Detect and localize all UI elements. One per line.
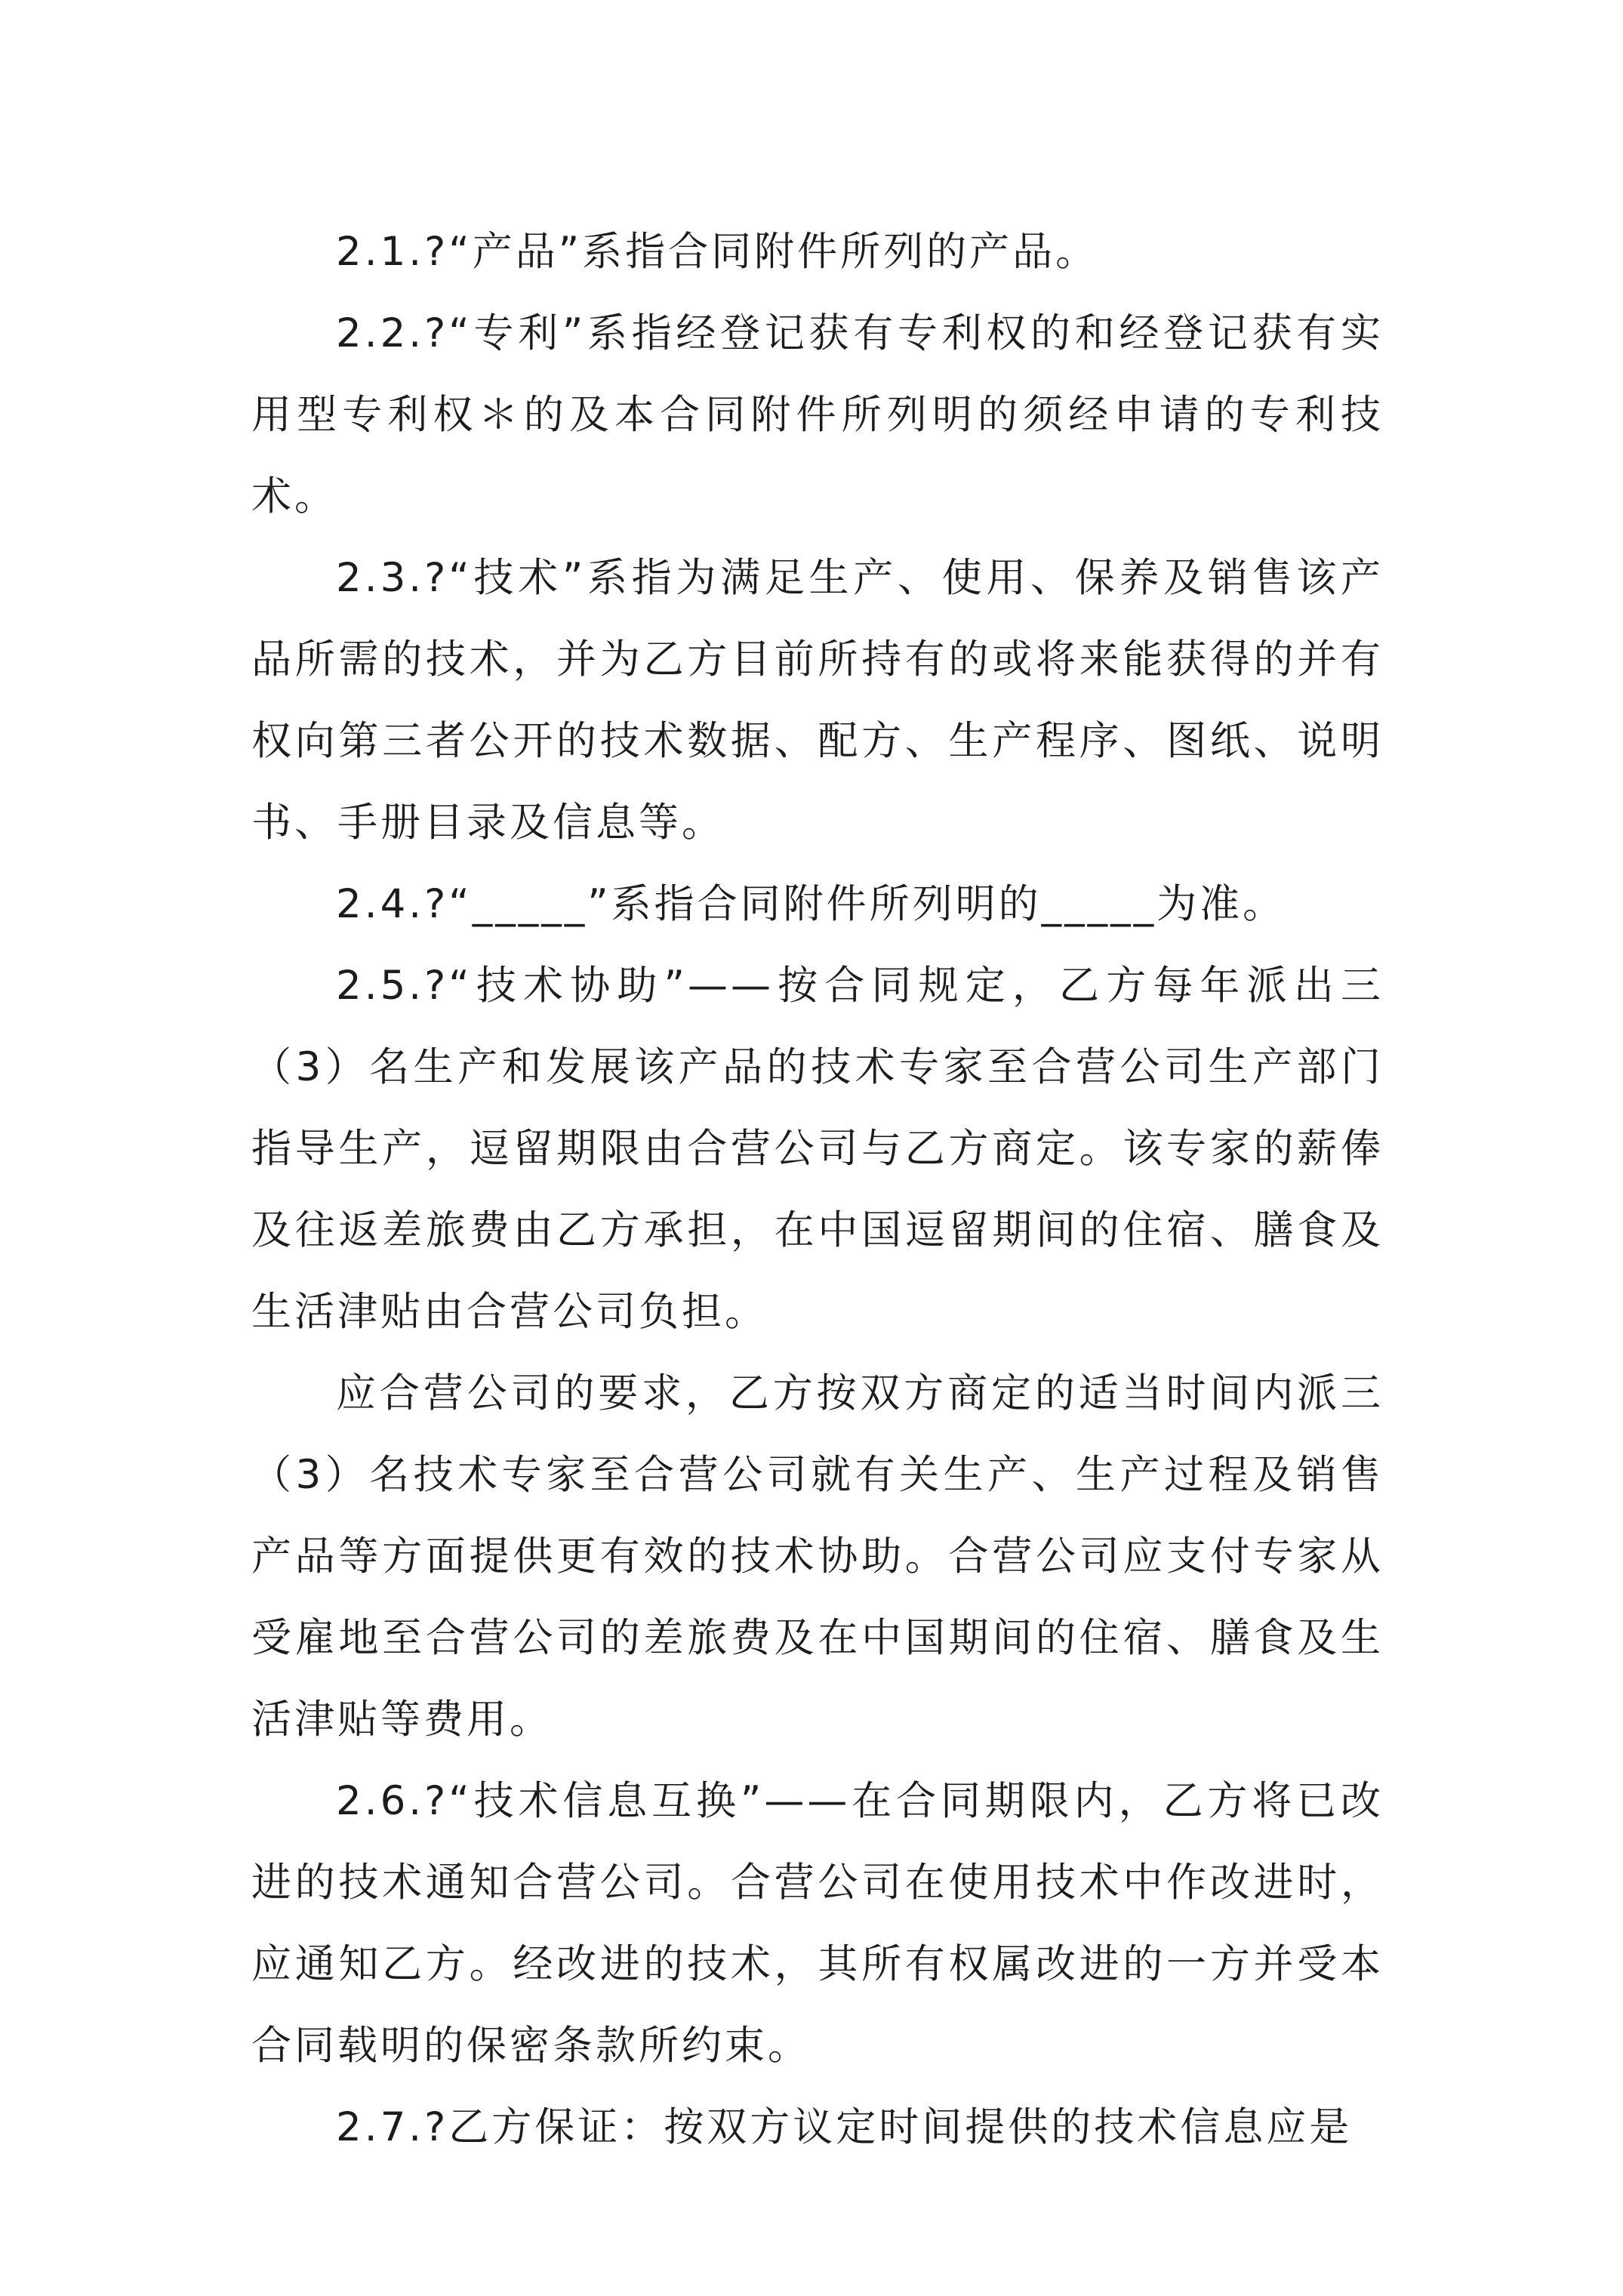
clause-2-4: 2.4.?“_____”系指合同附件所列明的_____为准。: [336, 881, 1286, 927]
clause-2-6: 2.6.?“技术信息互换”——在合同期限内，乙方将已改进的技术通知合营公司。合营公司在使用技术中作改进时，应通知乙方。经改进的技术，其所有权属改进的一方并受本合同载明的保密条款所约束。: [251, 1778, 1384, 2069]
clause-2-1: 2.1.?“产品”系指合同附件所列的产品。: [336, 229, 1099, 275]
clause-2-5-continued: 应合营公司的要求，乙方按双方商定的适当时间内派三（3）名技术专家至合营公司就有关生产、生产过程及销售产品等方面提供更有效的技术协助。合营公司应支付专家从受雇地至合营公司的差旅费及在中国期间的住宿、膳食及生活津贴等费用。: [251, 1370, 1384, 1743]
clause-2-7: 2.7.?乙方保证：按双方议定时间提供的技术信息应是: [336, 2104, 1353, 2150]
clause-2-3: 2.3.?“技术”系指为满足生产、使用、保养及销售该产品所需的技术，并为乙方目前所持有的或将来能获得的并有权向第三者公开的技术数据、配方、生产程序、图纸、说明书、手册目录及信息等。: [251, 555, 1384, 846]
clause-2-5: 2.5.?“技术协助”——按合同规定，乙方每年派出三（3）名生产和发展该产品的技术专家至合营公司生产部门指导生产，逗留期限由合营公司与乙方商定。该专家的薪俸及往返差旅费由乙方承担，在中国逗留期间的住宿、膳食及生活津贴由合营公司负担。: [251, 963, 1384, 1335]
clause-2-2: 2.2.?“专利”系指经登记获有专利权的和经登记获有实用型专利权＊的及本合同附件所列明的须经申请的专利技术。: [251, 310, 1384, 519]
document-body: [251, 211, 1384, 2168]
